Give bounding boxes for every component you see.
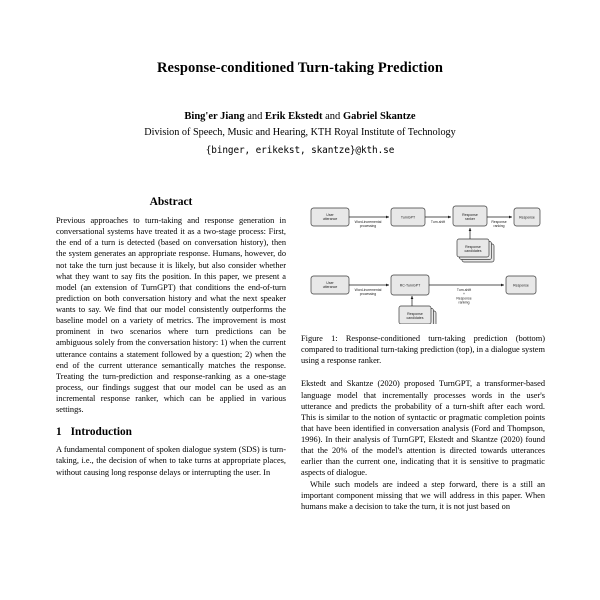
top-edge-3-label: Response ranking (491, 220, 507, 229)
top-edge-1-label: Word-incremental processing (354, 220, 382, 229)
bottom-candidates-label: Response candidates (406, 312, 424, 321)
top-model-label: TurnGPT (400, 215, 416, 220)
title-block (56, 60, 544, 158)
author-list (56, 109, 544, 158)
figure-top-flow (311, 206, 540, 262)
section-heading-introduction (56, 426, 286, 438)
bottom-model-label: RC-TurnGPT (399, 283, 421, 288)
introduction-paragraph-1: A fundamental component of spoken dialogue system (SDS) is turn-taking, i.e., the decision of when to take turns at appropriate places, without causing long response delays or interrupting the user. In (56, 445, 286, 477)
top-response-ranker-label: Response ranker (462, 213, 478, 222)
bottom-user-utterance-label: User utterance (322, 281, 338, 290)
top-response-label: Response (519, 215, 535, 220)
figure-1-caption: Figure 1: Response-conditioned turn-taking prediction (bottom) compared to traditional turn-taking prediction (top), in a dialogue system using a response ranker. (301, 334, 545, 366)
right-column (301, 196, 545, 512)
left-column (56, 196, 286, 478)
bottom-edge-2-label: Turn-shift + Response ranking (456, 288, 472, 305)
author-emails: {binger, erikekst, skantze}@kth.se (205, 145, 395, 156)
affiliation: Division of Speech, Music and Hearing, KTH Royal Institute of Technology (144, 127, 456, 139)
bottom-response-label: Response (513, 283, 529, 288)
abstract-text: Previous approaches to turn-taking and response generation in conversational systems have treated it as a two-stage process: First, the end of a turn is detected (based on conversation history), then the system generates an appropriate response. Humans, however, do not take the turn just because it is likely, but also consider whether what they want to say fits the position. In this paper, we present a model (an extension of TurnGPT) that conditions the end-of-turn prediction on both conversation history and what the next speaker wants to say. We find that our model consistently outperforms the baseline model on a variety of metrics. The improvement is most prominent in two scenarios where turn predictions can be ambiguous solely from the conversation history: 1) when the current utterance contains a statement followed by a question; 2) when the end of the current utterance semantically matches the response. Treating the turn-prediction and response-ranking as a one-stage process, our findings suggest that our model can be used as an incremental response ranker, which can be applied in various settings. (56, 216, 286, 415)
page-title: Response-conditioned Turn-taking Prediction (156, 60, 444, 76)
abstract-heading: Abstract (149, 196, 193, 208)
section-number: 1 (56, 426, 62, 439)
right-paragraph-2: While such models are indeed a step forward, there is a still an important component missing that we will address in this paper. When humans make a decision to take the turn, it is not just based on (301, 479, 545, 511)
top-candidates-label: Response candidates (464, 245, 482, 254)
section-title: Introduction (70, 426, 132, 439)
figure-1 (301, 196, 545, 324)
author-separator-1: and (247, 111, 263, 122)
author-name-1: Bing'er Jiang (184, 111, 245, 122)
author-separator-2: and (325, 111, 341, 122)
author-name-3: Gabriel Skantze (342, 111, 416, 122)
figure-bottom-flow (311, 275, 536, 324)
right-paragraph-1: Ekstedt and Skantze (2020) proposed TurnGPT, a transformer-based language model that incrementally processes words in the user's utterance and predicts the probability of a turn-shift after each word. This is similar to the notion of syntactic or pragmatic completion points that have been identified in conversation analysis (Ford and Thompson, 1996). In their analysis of TurnGPT, Ekstedt and Skantze (2020) found that the 20% of the model's attention is directed towards utterances earlier than the current one, indicating that it is sensitive to pragmatic aspects of dialogue. (301, 379, 545, 478)
author-name-2: Erik Ekstedt (265, 111, 323, 122)
bottom-edge-1-label: Word-incremental processing (354, 288, 382, 297)
top-edge-2-label: Turn-shift (430, 220, 446, 224)
top-user-utterance-label-line1: User utterance (322, 213, 338, 222)
